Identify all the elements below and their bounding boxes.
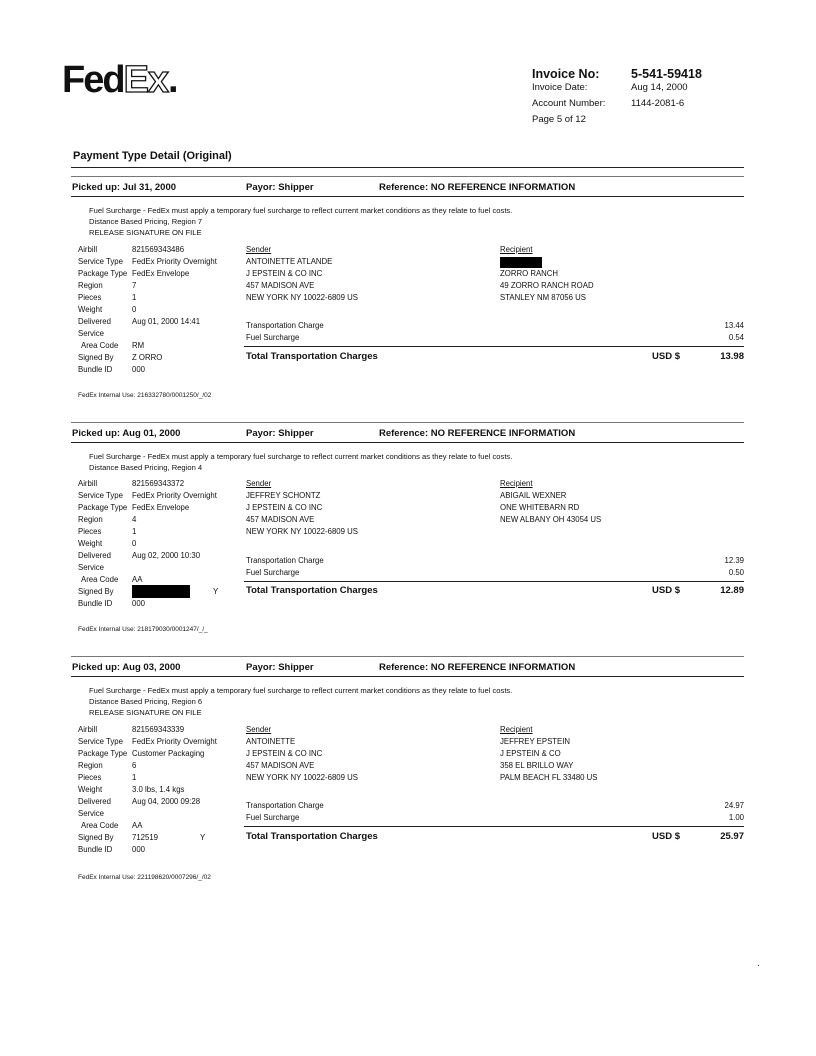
package-type-label: Package Type (78, 503, 128, 512)
sender-line: ANTOINETTE ATLANDE (246, 257, 333, 266)
recipient-block (500, 244, 594, 304)
service-type: FedEx Priority Overnight (132, 257, 217, 266)
weight: 0 (132, 305, 137, 314)
weight-label: Weight (78, 785, 103, 794)
page-mark: . (757, 958, 760, 969)
total-label: Total Transportation Charges (246, 831, 378, 842)
notes (89, 451, 512, 473)
note-line: Distance Based Pricing, Region 4 (89, 463, 203, 472)
pieces-label: Pieces (78, 293, 102, 302)
sender-line: 457 MADISON AVE (246, 281, 315, 290)
weight: 3.0 lbs, 1.4 kgs (132, 785, 185, 794)
delivered: Aug 04, 2000 09:28 (132, 797, 201, 806)
bundle-id: 000 (132, 599, 146, 608)
note-line: RELEASE SIGNATURE ON FILE (89, 228, 202, 237)
detail-values (132, 244, 217, 376)
region-label: Region (78, 761, 103, 770)
invoice-number: 5-541-59418 (631, 67, 702, 81)
currency-label: USD $ (652, 351, 680, 362)
sender-line: NEW YORK NY 10022-6809 US (246, 293, 358, 302)
payor: Payor: Shipper (246, 182, 314, 193)
service-label: Service (78, 563, 104, 572)
logo-dot: . (168, 59, 177, 101)
sender-block (246, 244, 358, 304)
picked-up-date: Picked up: Aug 03, 2000 (72, 662, 181, 673)
signed-by-label: Signed By (78, 353, 114, 362)
sender-line: NEW YORK NY 10022-6809 US (246, 527, 358, 536)
service-type: FedEx Priority Overnight (132, 737, 217, 746)
reference: Reference: NO REFERENCE INFORMATION (379, 662, 576, 673)
invoice-date: Aug 14, 2000 (631, 82, 688, 93)
recipient-line: STANLEY NM 87056 US (500, 293, 586, 302)
weight-label: Weight (78, 539, 103, 548)
service-label: Service (78, 809, 104, 818)
currency-label: USD $ (652, 585, 680, 596)
divider (71, 676, 744, 677)
payor: Payor: Shipper (246, 662, 314, 673)
detail-values (132, 478, 217, 610)
picked-up-date: Picked up: Jul 31, 2000 (72, 182, 177, 193)
internal-use: FedEx Internal Use: 221198620/0007296/_/02 (78, 874, 211, 881)
service-label: Service (78, 329, 104, 338)
total-divider (244, 346, 744, 347)
recipient-line: 49 ZORRO RANCH ROAD (500, 281, 594, 290)
package-type: FedEx Envelope (132, 269, 190, 278)
delivered-label: Delivered (78, 551, 111, 560)
delivered-label: Delivered (78, 797, 111, 806)
recipient-line: ZORRO RANCH (500, 269, 559, 278)
pieces-label: Pieces (78, 527, 102, 536)
recipient-line: J EPSTEIN & CO (500, 749, 561, 758)
reference: Reference: NO REFERENCE INFORMATION (379, 428, 576, 439)
fuel-surcharge-amount: 1.00 (728, 813, 744, 822)
transportation-charge-label: Transportation Charge (246, 801, 324, 810)
note-line: Distance Based Pricing, Region 7 (89, 217, 203, 226)
sender-line: J EPSTEIN & CO INC (246, 269, 323, 278)
signed-flag: Y (213, 587, 219, 596)
shipment-block (0, 176, 816, 410)
currency-label: USD $ (652, 831, 680, 842)
detail-values (132, 724, 217, 856)
airbill-number: 821569343339 (132, 725, 185, 734)
total-label: Total Transportation Charges (246, 351, 378, 362)
package-type-label: Package Type (78, 269, 128, 278)
section-title: Payment Type Detail (Original) (73, 150, 232, 162)
sender-label: Sender (246, 725, 272, 734)
transportation-charge-amount: 24.97 (724, 801, 744, 810)
recipient-block (500, 478, 601, 526)
divider (71, 656, 744, 657)
sender-line: J EPSTEIN & CO INC (246, 749, 323, 758)
reference: Reference: NO REFERENCE INFORMATION (379, 182, 576, 193)
total-divider (244, 826, 744, 827)
sender-line: JEFFREY SCHONTZ (246, 491, 321, 500)
total-amount: 12.89 (720, 585, 744, 596)
total-amount: 13.98 (720, 351, 744, 362)
delivered: Aug 01, 2000 14:41 (132, 317, 201, 326)
area-code: RM (132, 341, 145, 350)
area-code: AA (132, 575, 143, 584)
fedex-logo (62, 60, 177, 100)
pieces: 1 (132, 773, 137, 782)
weight: 0 (132, 539, 137, 548)
signed-by: Z ORRO (132, 353, 163, 362)
total-amount: 25.97 (720, 831, 744, 842)
weight-label: Weight (78, 305, 103, 314)
divider (71, 196, 744, 197)
detail-labels (78, 244, 127, 376)
payor: Payor: Shipper (246, 428, 314, 439)
signed-by-label: Signed By (78, 587, 114, 596)
sender-line: 457 MADISON AVE (246, 761, 315, 770)
area-code-label: Area Code (81, 341, 119, 350)
total-divider (244, 581, 744, 582)
bundle-id-label: Bundle ID (78, 599, 113, 608)
delivered-label: Delivered (78, 317, 111, 326)
sender-line: 457 MADISON AVE (246, 515, 315, 524)
recipient-label: Recipient (500, 479, 533, 488)
service-type-label: Service Type (78, 491, 123, 500)
note-line: Fuel Surcharge - FedEx must apply a temporary fuel surcharge to reflect current market conditions as they relate to fuel costs. (89, 686, 513, 695)
region: 6 (132, 761, 137, 770)
note-line: Fuel Surcharge - FedEx must apply a temporary fuel surcharge to reflect current market conditions as they relate to fuel costs. (89, 206, 513, 215)
signed-flag: Y (200, 833, 206, 842)
fuel-surcharge-label: Fuel Surcharge (246, 568, 300, 577)
total-label: Total Transportation Charges (246, 585, 378, 596)
transportation-charge-label: Transportation Charge (246, 321, 324, 330)
bundle-id-label: Bundle ID (78, 845, 113, 854)
shipment-block (0, 656, 816, 888)
signed-by-row (132, 586, 217, 598)
notes (89, 205, 512, 238)
internal-use: FedEx Internal Use: 216332780/0001250/_/02 (78, 392, 212, 399)
transportation-charge-amount: 12.39 (724, 556, 744, 565)
recipient-label: Recipient (500, 725, 533, 734)
note-line: Distance Based Pricing, Region 6 (89, 697, 203, 706)
fuel-surcharge-amount: 0.54 (728, 333, 744, 342)
recipient-name-line (500, 256, 594, 268)
region-label: Region (78, 515, 103, 524)
internal-use: FedEx Internal Use: 218179030/0001247/_/_ (78, 626, 208, 633)
airbill-number: 821569343372 (132, 479, 185, 488)
airbill-number: 821569343486 (132, 245, 185, 254)
region-label: Region (78, 281, 103, 290)
sender-block (246, 724, 358, 784)
invoice-meta-values (631, 80, 688, 112)
recipient-line: JEFFREY EPSTEIN (500, 737, 571, 746)
signed-by-row (132, 832, 217, 844)
package-type: FedEx Envelope (132, 503, 190, 512)
delivered: Aug 02, 2000 10:30 (132, 551, 201, 560)
package-type-label: Package Type (78, 749, 128, 758)
service-type: FedEx Priority Overnight (132, 491, 217, 500)
note-line: RELEASE SIGNATURE ON FILE (89, 708, 202, 717)
area-code: AA (132, 821, 143, 830)
fuel-surcharge-label: Fuel Surcharge (246, 813, 300, 822)
recipient-line: NEW ALBANY OH 43054 US (500, 515, 602, 524)
signed-by: 712519 (132, 833, 159, 842)
region: 4 (132, 515, 137, 524)
logo-ex: Ex (123, 59, 169, 101)
transportation-charge-amount: 13.44 (724, 321, 744, 330)
detail-labels (78, 724, 127, 856)
area-code-label: Area Code (81, 821, 119, 830)
notes (89, 685, 512, 718)
page-indicator: Page 5 of 12 (532, 114, 586, 125)
sender-line: NEW YORK NY 10022-6809 US (246, 773, 358, 782)
logo-fed: Fed (62, 59, 124, 101)
sender-line: J EPSTEIN & CO INC (246, 503, 323, 512)
airbill-label: Airbill (78, 479, 98, 488)
airbill-label: Airbill (78, 725, 98, 734)
airbill-label: Airbill (78, 245, 98, 254)
detail-labels (78, 478, 127, 610)
redaction-box (132, 585, 190, 598)
recipient-label: Recipient (500, 245, 533, 254)
pieces: 1 (132, 293, 137, 302)
fuel-surcharge-amount: 0.50 (728, 568, 744, 577)
service-type-label: Service Type (78, 257, 123, 266)
sender-label: Sender (246, 245, 272, 254)
bundle-id: 000 (132, 845, 146, 854)
invoice-meta-labels (532, 80, 605, 128)
invoice-number-label: Invoice No: (532, 67, 600, 81)
divider (71, 422, 744, 423)
recipient-block (500, 724, 598, 784)
service-type-label: Service Type (78, 737, 123, 746)
note-line: Fuel Surcharge - FedEx must apply a temporary fuel surcharge to reflect current market conditions as they relate to fuel costs. (89, 452, 513, 461)
sender-label: Sender (246, 479, 272, 488)
fuel-surcharge-label: Fuel Surcharge (246, 333, 300, 342)
pieces: 1 (132, 527, 137, 536)
shipment-block (0, 422, 816, 642)
pieces-label: Pieces (78, 773, 102, 782)
sender-line: ANTOINETTE (246, 737, 296, 746)
area-code-label: Area Code (81, 575, 119, 584)
recipient-line: ONE WHITEBARN RD (500, 503, 580, 512)
divider (71, 176, 744, 177)
picked-up-date: Picked up: Aug 01, 2000 (72, 428, 181, 439)
redaction-box (500, 257, 542, 268)
invoice-date-label: Invoice Date: (532, 82, 588, 93)
signed-by-label: Signed By (78, 833, 114, 842)
sender-block (246, 478, 358, 538)
package-type: Customer Packaging (132, 749, 205, 758)
bundle-id: 000 (132, 365, 146, 374)
divider (71, 442, 744, 443)
bundle-id-label: Bundle ID (78, 365, 113, 374)
recipient-line: 358 EL BRILLO WAY (500, 761, 574, 770)
recipient-line: ABIGAIL WEXNER (500, 491, 567, 500)
account-number: 1144-2081-6 (631, 98, 685, 109)
transportation-charge-label: Transportation Charge (246, 556, 324, 565)
divider (71, 167, 744, 168)
recipient-line: PALM BEACH FL 33480 US (500, 773, 598, 782)
region: 7 (132, 281, 137, 290)
account-number-label: Account Number: (532, 98, 606, 109)
